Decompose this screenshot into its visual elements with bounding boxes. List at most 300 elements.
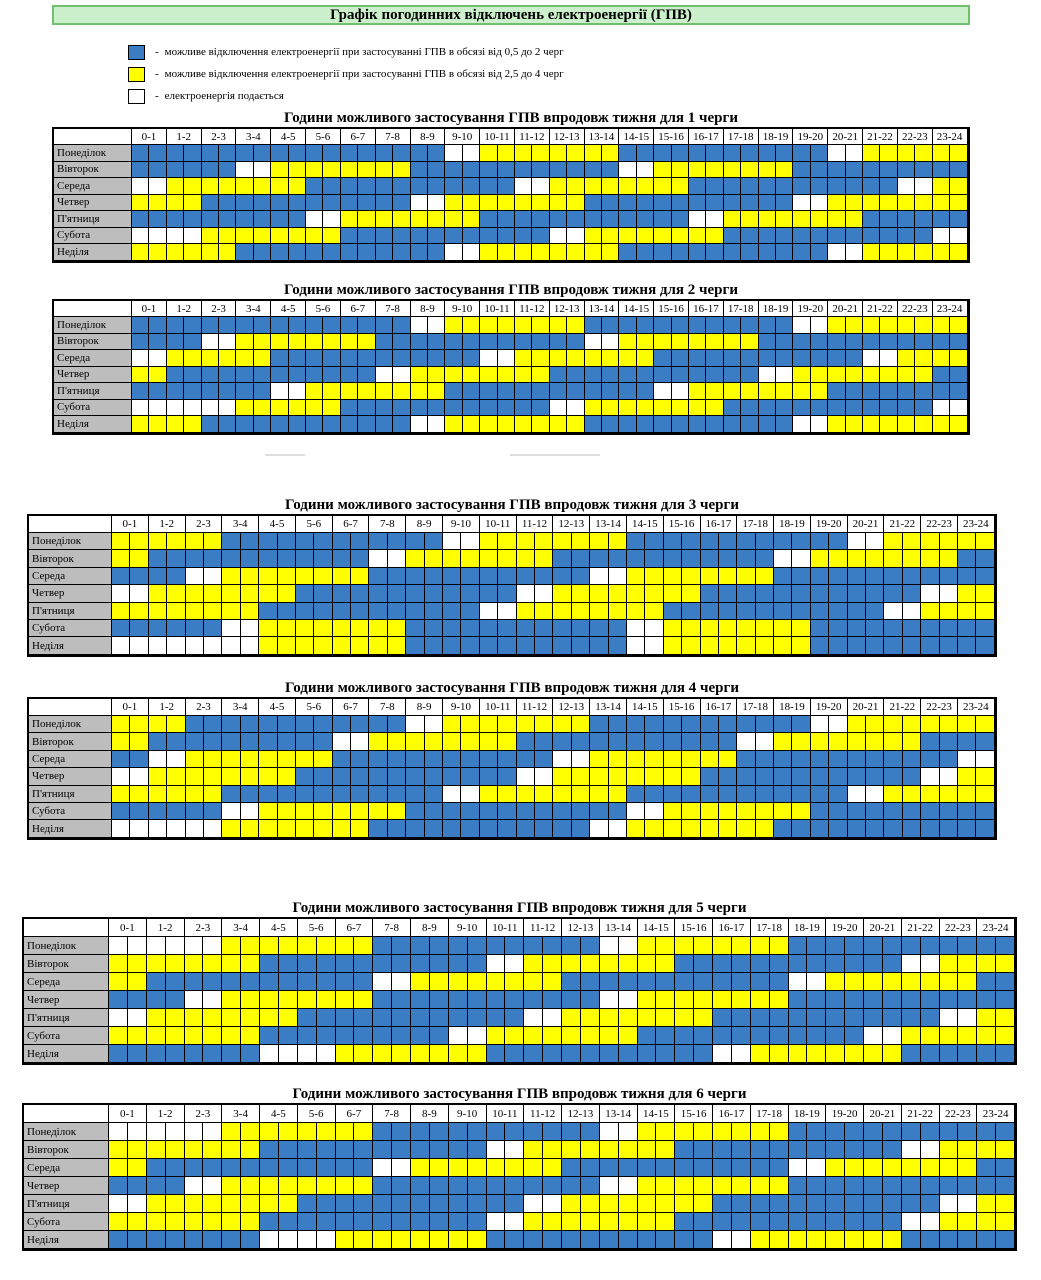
hour-header: 10-11 xyxy=(480,301,515,317)
schedule-cell xyxy=(524,1123,543,1141)
schedule-cell xyxy=(336,955,355,973)
schedule-cell xyxy=(656,1177,675,1195)
schedule-cell xyxy=(186,803,204,820)
schedule-cell xyxy=(940,937,959,955)
schedule-cell xyxy=(866,637,884,654)
schedule-cell xyxy=(682,620,700,637)
schedule-cell xyxy=(884,803,902,820)
day-label: Середа xyxy=(29,751,112,768)
schedule-cell xyxy=(883,937,902,955)
schedule-cell xyxy=(811,350,828,367)
schedule-cell xyxy=(637,145,654,162)
schedule-cell xyxy=(996,1195,1015,1213)
schedule-cell xyxy=(590,786,608,803)
schedule-cell xyxy=(958,585,976,602)
schedule-cell xyxy=(807,955,826,973)
schedule-cell xyxy=(487,1159,506,1177)
schedule-cell xyxy=(219,383,236,400)
schedule-cell xyxy=(811,178,828,195)
schedule-cell xyxy=(664,768,682,785)
schedule-cell xyxy=(793,383,810,400)
schedule-cell xyxy=(864,973,883,991)
schedule-cell xyxy=(517,637,535,654)
schedule-cell xyxy=(976,733,994,750)
schedule-cell xyxy=(915,416,932,433)
schedule-cell xyxy=(515,195,532,212)
schedule-cell xyxy=(724,228,741,245)
schedule-cell xyxy=(373,991,392,1009)
day-label: Субота xyxy=(24,1213,109,1231)
schedule-cell xyxy=(388,820,406,837)
schedule-cell xyxy=(376,334,393,351)
schedule-cell xyxy=(719,533,737,550)
schedule-cell xyxy=(921,533,939,550)
hour-header: 13-14 xyxy=(585,301,620,317)
schedule-cell xyxy=(880,162,897,179)
schedule-cell xyxy=(828,211,845,228)
schedule-cell xyxy=(883,1141,902,1159)
schedule-cell xyxy=(737,568,755,585)
schedule-cell xyxy=(222,1009,241,1027)
schedule-cell xyxy=(770,1195,789,1213)
schedule-cell xyxy=(880,178,897,195)
schedule-cell xyxy=(958,637,976,654)
schedule-cell xyxy=(505,1213,524,1231)
schedule-cell xyxy=(883,1009,902,1027)
schedule-cell xyxy=(289,416,306,433)
schedule-cell xyxy=(222,1159,241,1177)
schedule-cell xyxy=(480,585,498,602)
schedule-cell xyxy=(219,145,236,162)
schedule-cell xyxy=(880,400,897,417)
schedule-cell xyxy=(903,733,921,750)
schedule-cell xyxy=(884,533,902,550)
schedule-cell xyxy=(463,178,480,195)
schedule-cell xyxy=(167,416,184,433)
schedule-cell xyxy=(185,937,204,955)
schedule-cell xyxy=(883,973,902,991)
schedule-cell xyxy=(724,416,741,433)
schedule-cell xyxy=(505,937,524,955)
schedule-cell xyxy=(354,1177,373,1195)
schedule-cell xyxy=(921,1195,940,1213)
day-label: Вівторок xyxy=(29,550,112,567)
schedule-cell xyxy=(425,786,443,803)
hour-header: 2-3 xyxy=(202,129,237,145)
schedule-cell xyxy=(675,1141,694,1159)
schedule-cell xyxy=(581,955,600,973)
schedule-cell xyxy=(480,751,498,768)
schedule-cell xyxy=(296,637,314,654)
schedule-cell xyxy=(204,716,222,733)
schedule-cell xyxy=(236,195,253,212)
schedule-cell xyxy=(132,334,149,351)
schedule-cell xyxy=(524,1045,543,1063)
schedule-cell xyxy=(185,1141,204,1159)
schedule-cell xyxy=(498,733,516,750)
schedule-cell xyxy=(505,1195,524,1213)
schedule-cell xyxy=(585,350,602,367)
schedule-cell xyxy=(425,603,443,620)
schedule-cell xyxy=(637,178,654,195)
schedule-cell xyxy=(185,1123,204,1141)
schedule-cell xyxy=(278,716,296,733)
hour-header: 20-21 xyxy=(864,1105,902,1123)
schedule-cell xyxy=(572,637,590,654)
schedule-cell xyxy=(298,1213,317,1231)
schedule-cell xyxy=(933,228,950,245)
schedule-cell xyxy=(289,317,306,334)
schedule-cell xyxy=(132,228,149,245)
schedule-cell xyxy=(425,768,443,785)
schedule-cell xyxy=(863,350,880,367)
schedule-cell xyxy=(445,350,462,367)
schedule-cell xyxy=(553,533,571,550)
schedule-cell xyxy=(883,1231,902,1249)
schedule-cell xyxy=(428,383,445,400)
schedule-cell xyxy=(675,1159,694,1177)
schedule-cell xyxy=(637,244,654,261)
schedule-cell xyxy=(341,195,358,212)
schedule-cell xyxy=(543,1159,562,1177)
schedule-cell xyxy=(826,955,845,973)
schedule-cell xyxy=(656,937,675,955)
day-label: Понеділок xyxy=(29,716,112,733)
schedule-cell xyxy=(167,317,184,334)
schedule-cell xyxy=(443,568,461,585)
schedule-cell xyxy=(950,383,967,400)
schedule-cell xyxy=(933,416,950,433)
schedule-cell xyxy=(480,550,498,567)
schedule-cell xyxy=(443,716,461,733)
schedule-cell xyxy=(562,1195,581,1213)
schedule-cell xyxy=(112,533,130,550)
schedule-cell xyxy=(369,820,387,837)
schedule-cell xyxy=(376,350,393,367)
schedule-cell xyxy=(638,1213,657,1231)
schedule-cell xyxy=(883,1177,902,1195)
schedule-cell xyxy=(654,367,671,384)
schedule-cell xyxy=(864,1231,883,1249)
schedule-cell xyxy=(260,1177,279,1195)
schedule-cell xyxy=(543,1177,562,1195)
schedule-cell xyxy=(898,383,915,400)
schedule-cell xyxy=(463,416,480,433)
schedule-cell xyxy=(732,1045,751,1063)
schedule-cell xyxy=(645,568,663,585)
schedule-cell xyxy=(863,228,880,245)
schedule-cell xyxy=(259,768,277,785)
schedule-cell xyxy=(737,533,755,550)
schedule-cell xyxy=(166,1045,185,1063)
schedule-cell xyxy=(517,786,535,803)
schedule-cell xyxy=(826,937,845,955)
schedule-cell xyxy=(915,145,932,162)
schedule-cell xyxy=(638,1231,657,1249)
schedule-cell xyxy=(940,620,958,637)
schedule-cell xyxy=(130,550,148,567)
schedule-cell xyxy=(898,367,915,384)
hour-header: 6-7 xyxy=(341,301,376,317)
schedule-cell xyxy=(562,1213,581,1231)
schedule-cell xyxy=(958,620,976,637)
schedule-cell xyxy=(550,400,567,417)
schedule-cell xyxy=(880,211,897,228)
schedule-cell xyxy=(590,620,608,637)
hour-header: 4-5 xyxy=(259,699,296,716)
schedule-cell xyxy=(638,955,657,973)
schedule-cell xyxy=(864,1009,883,1027)
schedule-cell xyxy=(921,1027,940,1045)
schedule-cell xyxy=(902,991,921,1009)
schedule-cell xyxy=(664,620,682,637)
hour-header: 8-9 xyxy=(411,301,446,317)
schedule-cell xyxy=(147,1141,166,1159)
schedule-cell xyxy=(921,768,939,785)
schedule-cell xyxy=(719,585,737,602)
schedule-cell xyxy=(829,751,847,768)
schedule-cell xyxy=(619,195,636,212)
schedule-cell xyxy=(317,1213,336,1231)
schedule-cell xyxy=(373,1159,392,1177)
schedule-cell xyxy=(498,585,516,602)
schedule-cell xyxy=(354,1045,373,1063)
hour-header: 16-17 xyxy=(701,699,738,716)
hour-header: 1-2 xyxy=(149,699,186,716)
schedule-cell xyxy=(976,786,994,803)
schedule-cell xyxy=(358,367,375,384)
schedule-cell xyxy=(289,145,306,162)
schedule-cell xyxy=(807,1141,826,1159)
hour-header: 16-17 xyxy=(713,919,751,937)
schedule-cell xyxy=(132,400,149,417)
scan-artifact xyxy=(510,454,600,456)
schedule-cell xyxy=(202,211,219,228)
schedule-cell xyxy=(443,751,461,768)
schedule-cell xyxy=(463,317,480,334)
schedule-cell xyxy=(260,1045,279,1063)
schedule-cell xyxy=(445,334,462,351)
schedule-cell xyxy=(898,244,915,261)
schedule-cell xyxy=(807,1177,826,1195)
schedule-cell xyxy=(480,228,497,245)
schedule-cell xyxy=(776,195,793,212)
schedule-cell xyxy=(921,1231,940,1249)
schedule-cell xyxy=(443,637,461,654)
schedule-cell xyxy=(789,973,808,991)
schedule-cell xyxy=(298,1009,317,1027)
schedule-cell xyxy=(298,1231,317,1249)
schedule-cell xyxy=(279,1141,298,1159)
hour-header: 15-16 xyxy=(664,516,701,533)
schedule-cell xyxy=(204,568,222,585)
schedule-cell xyxy=(259,637,277,654)
schedule-cell xyxy=(921,1141,940,1159)
schedule-cell xyxy=(921,716,939,733)
schedule-cell xyxy=(654,244,671,261)
schedule-cell xyxy=(445,162,462,179)
hour-header: 20-21 xyxy=(848,699,885,716)
schedule-cell xyxy=(689,400,706,417)
schedule-cell xyxy=(358,228,375,245)
schedule-cell xyxy=(863,195,880,212)
schedule-cell xyxy=(317,1123,336,1141)
schedule-cell xyxy=(411,334,428,351)
schedule-cell xyxy=(550,350,567,367)
schedule-cell xyxy=(498,803,516,820)
schedule-cell xyxy=(411,367,428,384)
schedule-cell xyxy=(958,786,976,803)
schedule-cell xyxy=(341,162,358,179)
schedule-cell xyxy=(128,1177,147,1195)
schedule-cell xyxy=(498,416,515,433)
schedule-cell xyxy=(553,585,571,602)
day-label: Четвер xyxy=(54,195,132,212)
schedule-cell xyxy=(903,751,921,768)
schedule-cell xyxy=(333,716,351,733)
schedule-cell xyxy=(713,1045,732,1063)
schedule-cell xyxy=(898,317,915,334)
schedule-cell xyxy=(759,244,776,261)
schedule-cell xyxy=(770,991,789,1009)
schedule-cell xyxy=(664,603,682,620)
schedule-cell xyxy=(789,1231,808,1249)
schedule-cell xyxy=(351,533,369,550)
schedule-cell xyxy=(149,751,167,768)
schedule-cell xyxy=(921,937,940,955)
schedule-cell xyxy=(602,178,619,195)
schedule-cell xyxy=(219,162,236,179)
schedule-cell xyxy=(184,416,201,433)
schedule-cell xyxy=(826,1045,845,1063)
schedule-cell xyxy=(619,334,636,351)
schedule-cell xyxy=(977,937,996,955)
schedule-cell xyxy=(774,768,792,785)
schedule-cell xyxy=(737,716,755,733)
schedule-cell xyxy=(921,550,939,567)
schedule-cell xyxy=(428,317,445,334)
schedule-cell xyxy=(532,211,549,228)
schedule-cell xyxy=(428,178,445,195)
schedule-cell xyxy=(619,178,636,195)
schedule-cell xyxy=(724,334,741,351)
day-label: П'ятниця xyxy=(24,1195,109,1213)
schedule-cell xyxy=(449,1159,468,1177)
schedule-cell xyxy=(562,1045,581,1063)
schedule-cell xyxy=(341,367,358,384)
schedule-cell xyxy=(298,1195,317,1213)
schedule-cell xyxy=(392,937,411,955)
day-label: Четвер xyxy=(29,585,112,602)
day-label: Середа xyxy=(54,350,132,367)
schedule-cell xyxy=(166,1177,185,1195)
schedule-cell xyxy=(829,533,847,550)
schedule-cell xyxy=(675,1027,694,1045)
schedule-cell xyxy=(241,1213,260,1231)
schedule-cell xyxy=(351,786,369,803)
schedule-cell xyxy=(958,1231,977,1249)
schedule-cell xyxy=(826,1177,845,1195)
schedule-cell xyxy=(336,1159,355,1177)
schedule-cell xyxy=(713,937,732,955)
schedule-cell xyxy=(358,334,375,351)
schedule-cell xyxy=(449,1027,468,1045)
schedule-cell xyxy=(463,383,480,400)
schedule-cell xyxy=(351,603,369,620)
schedule-cell xyxy=(770,937,789,955)
hour-header: 23-24 xyxy=(933,301,968,317)
schedule-cell xyxy=(774,550,792,567)
schedule-cell xyxy=(461,768,479,785)
schedule-cell xyxy=(296,786,314,803)
schedule-cell xyxy=(222,991,241,1009)
schedule-cell xyxy=(430,991,449,1009)
schedule-cell xyxy=(147,1009,166,1027)
hour-header: 21-22 xyxy=(902,919,940,937)
hour-header: 9-10 xyxy=(449,1105,487,1123)
schedule-cell xyxy=(254,145,271,162)
schedule-cell xyxy=(977,973,996,991)
grid-corner xyxy=(24,1105,109,1123)
schedule-cell xyxy=(317,1195,336,1213)
schedule-cell xyxy=(848,716,866,733)
schedule-cell xyxy=(296,768,314,785)
hour-header: 18-19 xyxy=(774,699,811,716)
schedule-cell xyxy=(306,195,323,212)
schedule-cell xyxy=(976,820,994,837)
schedule-cell xyxy=(737,585,755,602)
schedule-cell xyxy=(480,786,498,803)
schedule-cell xyxy=(958,820,976,837)
schedule-cell xyxy=(609,585,627,602)
schedule-cell xyxy=(590,550,608,567)
schedule-cell xyxy=(515,400,532,417)
schedule-cell xyxy=(774,568,792,585)
schedule-cell xyxy=(638,1009,657,1027)
schedule-cell xyxy=(445,228,462,245)
schedule-cell xyxy=(517,568,535,585)
schedule-cell xyxy=(147,1195,166,1213)
schedule-cell xyxy=(846,178,863,195)
schedule-cell xyxy=(689,228,706,245)
hour-header: 15-16 xyxy=(675,919,713,937)
schedule-cell xyxy=(185,1195,204,1213)
schedule-cell xyxy=(682,820,700,837)
schedule-cell xyxy=(167,585,185,602)
schedule-cell xyxy=(940,603,958,620)
schedule-cell xyxy=(732,955,751,973)
schedule-cell xyxy=(369,751,387,768)
schedule-cell xyxy=(774,820,792,837)
hour-header: 0-1 xyxy=(112,516,149,533)
schedule-cell xyxy=(392,1027,411,1045)
schedule-cell xyxy=(259,585,277,602)
schedule-cell xyxy=(996,1123,1015,1141)
schedule-cell xyxy=(354,1027,373,1045)
schedule-cell xyxy=(637,400,654,417)
schedule-cell xyxy=(672,383,689,400)
grid-corner xyxy=(54,301,132,317)
schedule-cell xyxy=(776,145,793,162)
schedule-cell xyxy=(298,973,317,991)
schedule-cell xyxy=(958,1045,977,1063)
schedule-cell xyxy=(296,603,314,620)
schedule-cell xyxy=(204,768,222,785)
schedule-cell xyxy=(898,162,915,179)
hour-header: 22-23 xyxy=(940,919,978,937)
schedule-cell xyxy=(515,211,532,228)
schedule-cell xyxy=(884,820,902,837)
